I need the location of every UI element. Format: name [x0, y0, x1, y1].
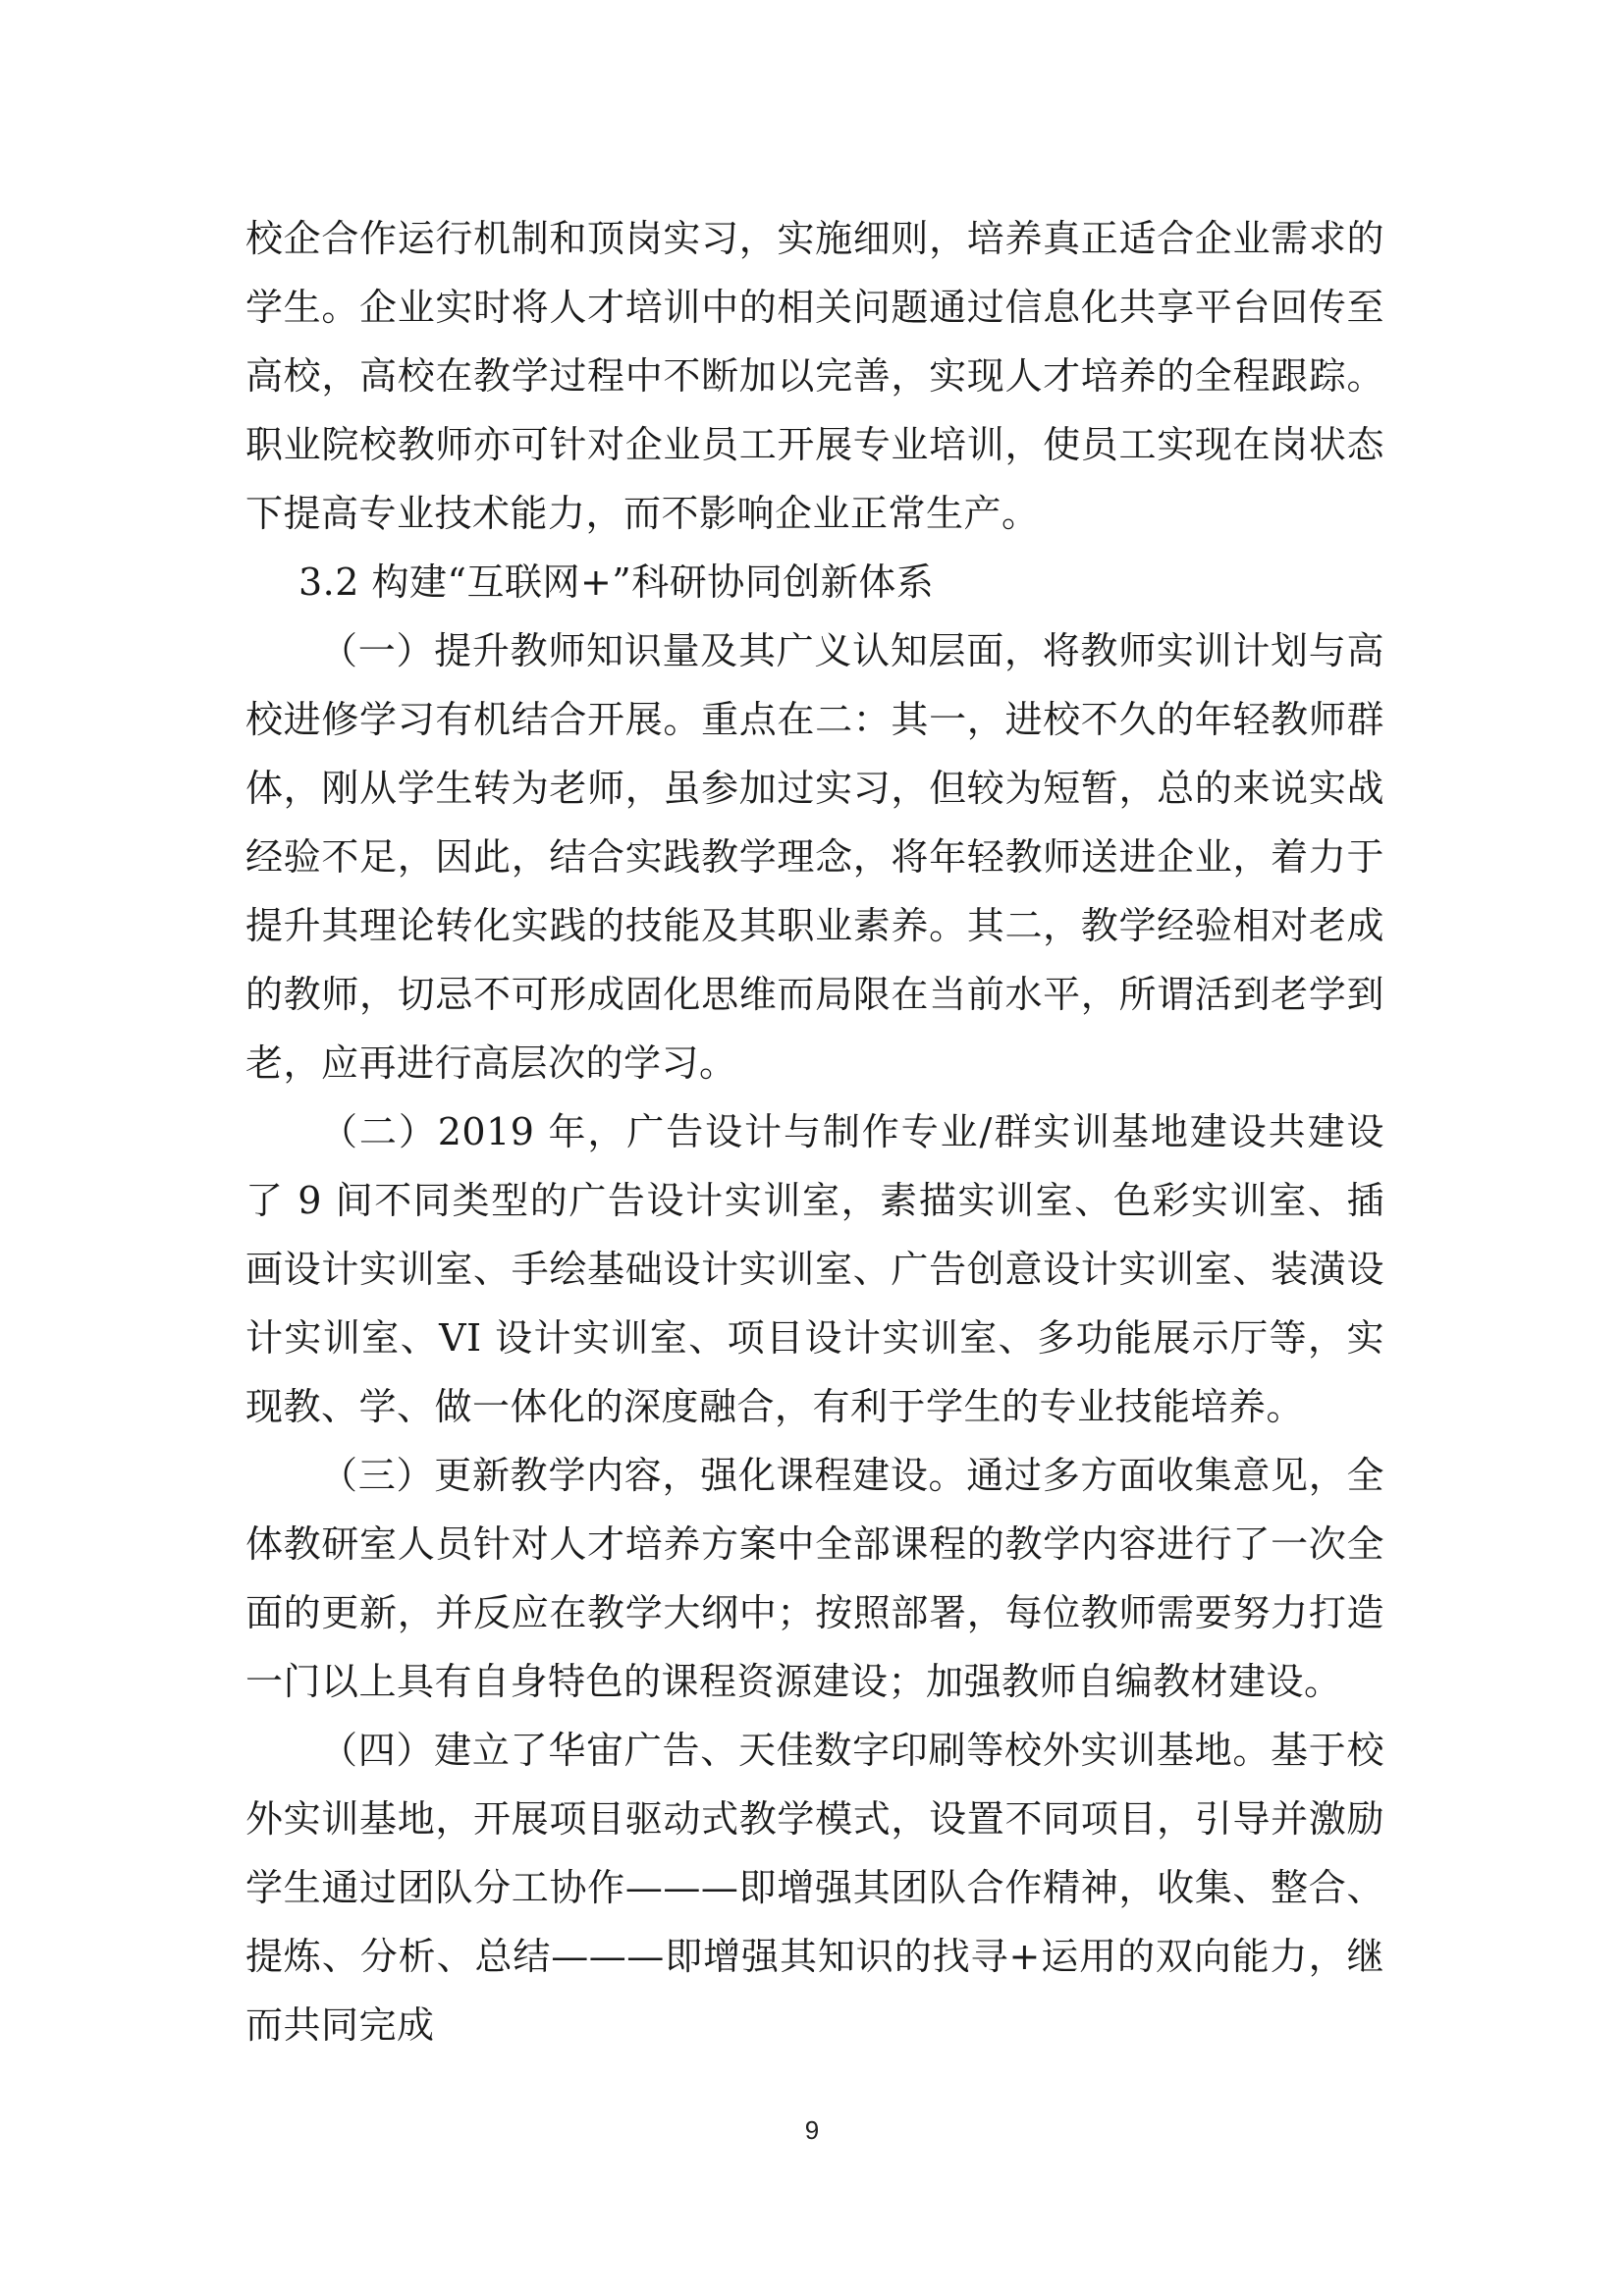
paragraph-continuation: 校企合作运行机制和顶岗实习，实施细则，培养真正适合企业需求的学生。企业实时将人才培训中的相关问题通过信息化共享平台回传至高校，高校在教学过程中不断加以完善，实现人才培养的全程跟踪。职业院校教师亦可针对企业员工开展专业培训，使员工实现在岗状态下提高专业技术能力，而不影响企业正常生产。 — [245, 217, 1384, 535]
page-number: 9 — [804, 2115, 820, 2145]
paragraph-item-2: （二）2019 年，广告设计与制作专业/群实训基地建设共建设了 9 间不同类型的广告设计实训室，素描实训室、色彩实训室、插画设计实训室、手绘基础设计实训室、广告创意设计实训室、装潢设计实训室、VI 设计实训室、项目设计实训室、多功能展示厅等，实现教、学、做一体化的深度融合，有利于学生的专业技能培养。 — [245, 1110, 1384, 1428]
section-heading: 3.2 构建“互联网+”科研协同创新体系 — [298, 561, 935, 604]
paragraph-item-4: （四）建立了华宙广告、天佳数字印刷等校外实训基地。基于校外实训基地，开展项目驱动式教学模式，设置不同项目，引导并激励学生通过团队分工协作———即增强其团队合作精神，收集、整合、提炼、分析、总结———即增强其知识的找寻+运用的双向能力，继而共同完成 — [245, 1729, 1384, 2047]
body-text — [245, 204, 1384, 2059]
paragraph-item-3: （三）更新教学内容，强化课程建设。通过多方面收集意见，全体教研室人员针对人才培养方案中全部课程的教学内容进行了一次全面的更新，并反应在教学大纲中；按照部署，每位教师需要努力打造一门以上具有自身特色的课程资源建设；加强教师自编教材建设。 — [245, 1454, 1384, 1703]
paragraph-item-1: （一）提升教师知识量及其广义认知层面，将教师实训计划与高校进修学习有机结合开展。重点在二：其一，进校不久的年轻教师群体，刚从学生转为老师，虽参加过实习，但较为短暂，总的来说实战经验不足，因此，结合实践教学理念，将年轻教师送进企业，着力于提升其理论转化实践的技能及其职业素养。其二，教学经验相对老成的教师，切忌不可形成固化思维而局限在当前水平，所谓活到老学到老，应再进行高层次的学习。 — [245, 629, 1384, 1085]
